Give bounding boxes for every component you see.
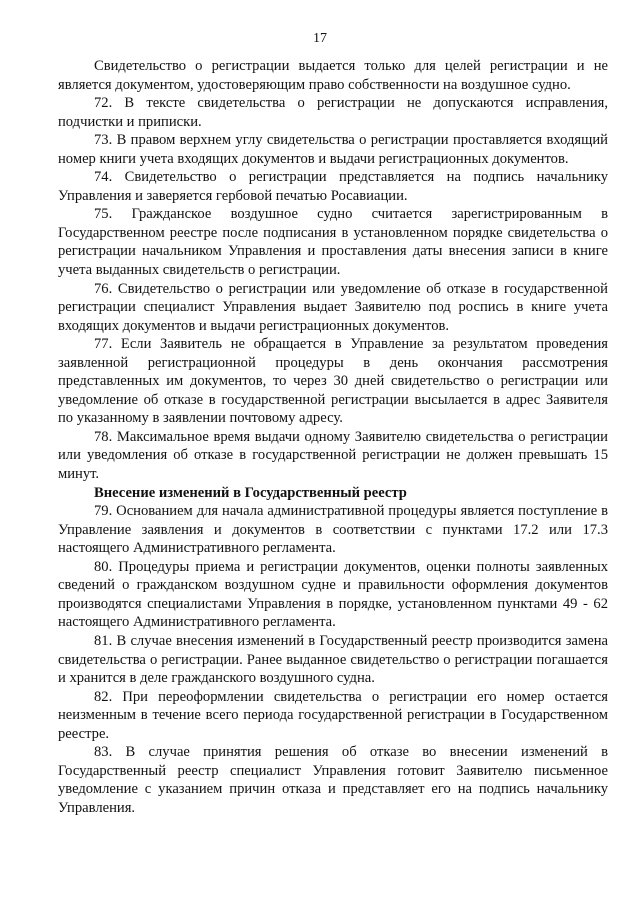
paragraph-83: 83. В случае принятия решения об отказе во внесении изменений в Государственный реестр специалист Управления готовит Заявителю письменное уведомление с указанием причин отказа и представляет его на подпись начальнику Управления.	[58, 744, 608, 816]
page-number: 17	[313, 31, 327, 46]
paragraph-81: 81. В случае внесения изменений в Государственный реестр производится замена свидетельства о регистрации. Ранее выданное свидетельство о регистрации погашается и хранится в деле гражданского воздушного судна.	[58, 632, 608, 687]
paragraph-77: 77. Если Заявитель не обращается в Управление за результатом проведения заявленной регистрационной процедуры в день окончания рассмотрения представленных им документов, то через 30 дней свидетельство о регистрации или уведомление об отказе в государственной регистрации высылается в адрес Заявителя по указанному в заявлении почтовому адресу.	[58, 336, 608, 427]
paragraph-79: 79. Основанием для начала административной процедуры является поступление в Управление заявления и документов в соответствии с пунктами 17.2 или 17.3 настоящего Административного регламента.	[58, 503, 608, 557]
section-heading: Внесение изменений в Государственный реестр	[94, 484, 407, 501]
paragraph-71-continuation: Свидетельство о регистрации выдается только для целей регистрации и не является документом, удостоверяющим право собственности на воздушное судно.	[58, 58, 608, 93]
paragraph-82: 82. При переоформлении свидетельства о регистрации его номер остается неизменным в течение всего периода государственной регистрации в Государственном реестре.	[58, 688, 608, 742]
document-body	[58, 57, 608, 817]
paragraph-72: 72. В тексте свидетельства о регистрации не допускаются исправления, подчистки и приписки.	[58, 95, 608, 130]
paragraph-76: 76. Свидетельство о регистрации или уведомление об отказе в государственной регистрации специалист Управления выдает Заявителю под роспись в книге учета входящих документов и выдачи регистрационных документов.	[58, 280, 608, 334]
paragraph-73: 73. В правом верхнем углу свидетельства о регистрации проставляется входящий номер книги учета входящих документов и выдачи регистрационных документов.	[58, 132, 608, 167]
paragraph-75: 75. Гражданское воздушное судно считается зарегистрированным в Государственном реестре после подписания в установленном порядке свидетельства о регистрации начальником Управления и проставления даты внесения записи в книге учета выданных свидетельств о регистрации.	[58, 206, 608, 279]
paragraph-78: 78. Максимальное время выдачи одному Заявителю свидетельства о регистрации или уведомления об отказе в государственной регистрации не должен превышать 15 минут.	[58, 428, 608, 483]
paragraph-74: 74. Свидетельство о регистрации представляется на подпись начальнику Управления и заверяется гербовой печатью Росавиации.	[58, 169, 608, 204]
paragraph-80: 80. Процедуры приема и регистрации документов, оценки полноты заявленных сведений о гражданском воздушном судне и правильности оформления документов производятся специалистами Управления в порядке, установленном пунктами 49 - 62 настоящего Административного регламента.	[58, 558, 608, 631]
